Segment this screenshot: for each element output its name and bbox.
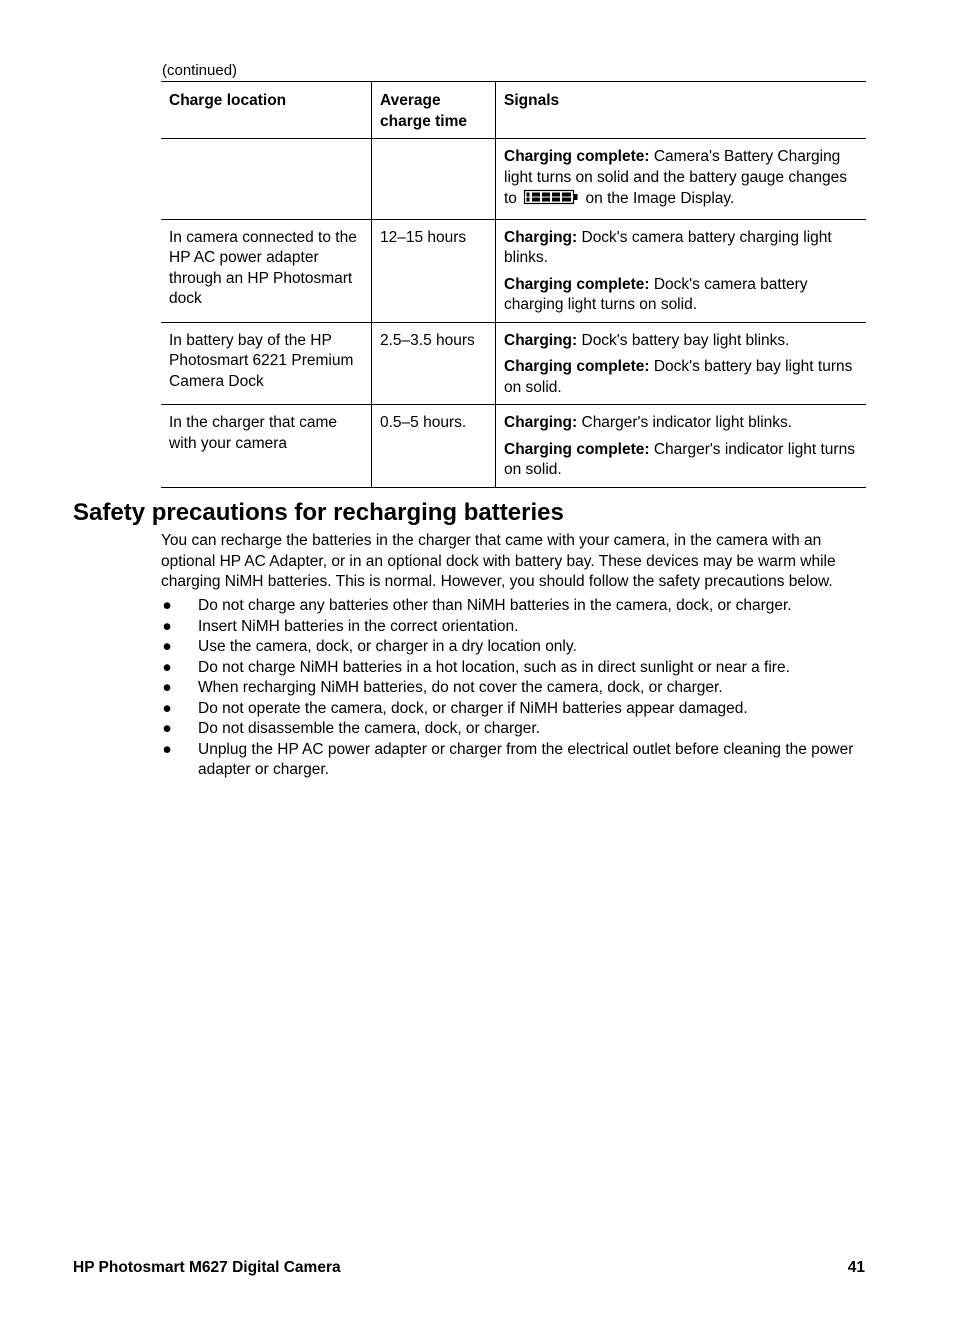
list-item: [161, 740, 866, 781]
cell-location: [161, 139, 372, 220]
signal-text-after: on the Image Display.: [581, 190, 735, 207]
cell-signals: [496, 322, 867, 405]
signal-text: Dock's battery bay light turns on solid.: [504, 358, 853, 396]
bullet-icon: ●: [162, 597, 172, 614]
bullet-icon: ●: [162, 679, 172, 696]
bullet-icon: ●: [162, 699, 172, 717]
signal-line: [504, 413, 858, 434]
signal-label: Charging:: [504, 414, 578, 431]
list-item-text: Unplug the HP AC power adapter or charger from the electrical outlet before cleaning the power adapter or charger.: [198, 740, 854, 778]
table-header-row: [161, 82, 866, 139]
intro-paragraph: You can recharge the batteries in the charger that came with your camera, in the camera with an optional HP AC Adapter, or in an optional dock with battery bay. These devices may be warm while charging NiMH batteries. This is normal. However, you should follow the safety precautions below.: [161, 532, 836, 590]
bullet-icon: ●: [162, 740, 172, 758]
bullet-icon: ●: [162, 638, 172, 655]
cell-time: 0.5–5 hours.: [372, 405, 496, 488]
table-row: [161, 139, 866, 220]
list-item-text: When recharging NiMH batteries, do not cover the camera, dock, or charger.: [198, 679, 723, 696]
header-charge-location: Charge location: [161, 82, 372, 139]
list-item: [161, 678, 866, 699]
signal-label: Charging complete:: [504, 440, 650, 458]
table-row: [161, 405, 866, 488]
signal-label: Charging complete:: [504, 358, 650, 375]
cell-time: [372, 139, 496, 220]
signal-text: Charger's indicator light blinks.: [577, 414, 793, 431]
cell-time: 2.5–3.5 hours: [372, 322, 496, 405]
list-item-text: Do not disassemble the camera, dock, or charger.: [198, 720, 541, 737]
cell-location: In camera connected to the HP AC power adapter through an HP Photosmart dock: [161, 219, 372, 322]
signal-text: Dock's camera battery charging light blinks.: [504, 228, 832, 266]
list-item-text: Do not charge any batteries other than NiMH batteries in the camera, dock, or charger.: [198, 597, 792, 614]
bullet-icon: ●: [162, 617, 172, 635]
signal-line: [504, 331, 858, 352]
list-item-text: Insert NiMH batteries in the correct orientation.: [198, 617, 519, 635]
list-item-text: Do not charge NiMH batteries in a hot location, such as in direct sunlight or near a fire.: [198, 658, 790, 676]
signal-label: Charging complete:: [504, 275, 650, 293]
list-item: [161, 658, 866, 679]
footer-title: HP Photosmart M627 Digital Camera: [73, 1259, 341, 1276]
header-average-charge-time: Average charge time: [372, 82, 496, 139]
list-item: [161, 617, 866, 638]
cell-location: In battery bay of the HP Photosmart 6221 Premium Camera Dock: [161, 322, 372, 405]
table-row: [161, 219, 866, 322]
signal-line: [504, 357, 858, 398]
signal-line: [504, 228, 858, 269]
list-item: [161, 719, 866, 740]
cell-signals: [496, 219, 867, 322]
signal-text: Dock's camera battery charging light turns on solid.: [504, 275, 808, 313]
cell-location: In the charger that came with your camera: [161, 405, 372, 488]
signal-label: Charging complete:: [504, 148, 650, 165]
list-item-text: Do not operate the camera, dock, or charger if NiMH batteries appear damaged.: [198, 699, 748, 717]
charge-table: [161, 81, 866, 488]
signal-line: [504, 147, 858, 213]
battery-full-icon: [523, 188, 579, 213]
list-item: [161, 596, 866, 617]
bullet-icon: ●: [162, 658, 172, 676]
list-item: [161, 699, 866, 720]
signal-text: Camera's Battery Charging light turns on solid and the battery gauge changes to: [504, 148, 847, 207]
bullet-icon: ●: [162, 720, 172, 737]
signal-label: Charging:: [504, 331, 578, 349]
continued-label: (continued): [162, 62, 238, 79]
cell-signals: [496, 405, 867, 488]
safety-list: [161, 596, 866, 781]
section-heading: Safety precautions for recharging batteries: [73, 499, 564, 526]
cell-time: 12–15 hours: [372, 219, 496, 322]
table-row: [161, 322, 866, 405]
signal-label: Charging:: [504, 228, 578, 246]
list-item: [161, 637, 866, 658]
signal-text: Dock's battery bay light blinks.: [577, 331, 790, 349]
cell-signals: [496, 139, 867, 220]
list-item-text: Use the camera, dock, or charger in a dry location only.: [198, 638, 577, 655]
page-number: 41: [847, 1259, 865, 1276]
signal-line: [504, 440, 858, 481]
header-signals: Signals: [496, 82, 867, 139]
signal-text: Charger's indicator light turns on solid.: [504, 440, 855, 478]
signal-line: [504, 275, 858, 316]
